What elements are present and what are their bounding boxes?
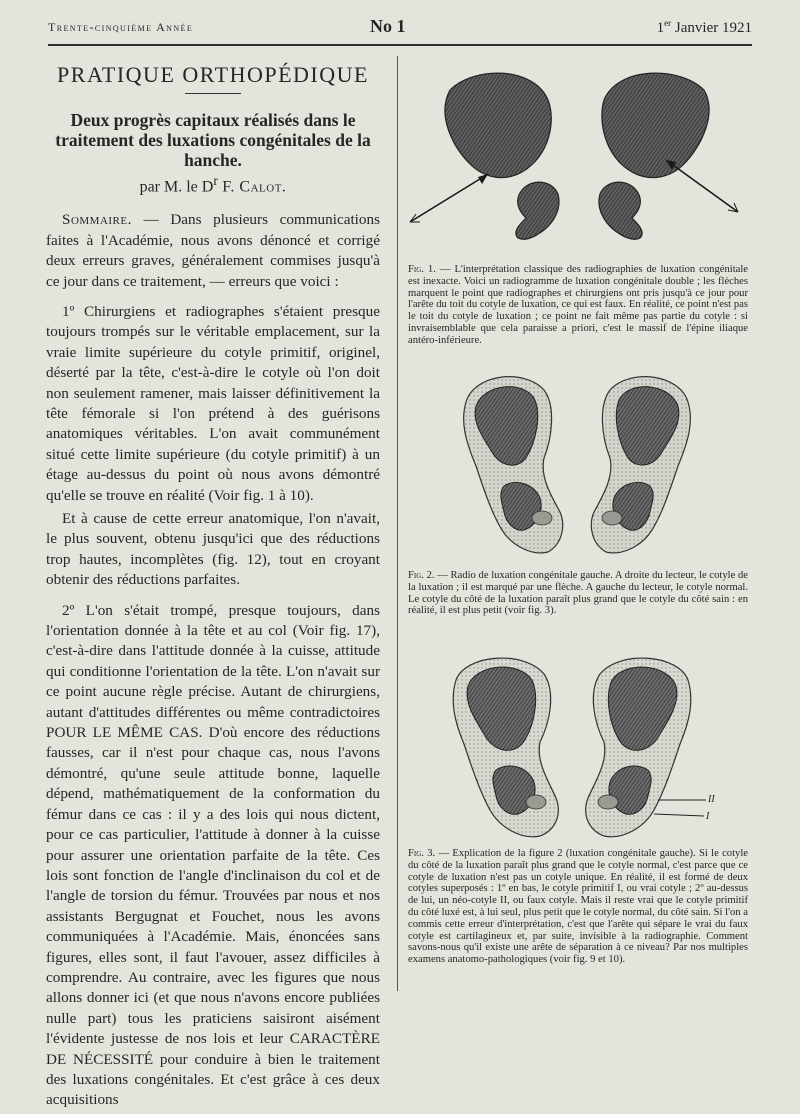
column-divider (397, 56, 398, 991)
label-II: II (708, 794, 715, 805)
header-rule (48, 44, 752, 46)
article-column (46, 56, 380, 1114)
page-header (48, 14, 752, 42)
right-arrow (666, 160, 738, 212)
figure-2-drawing (452, 366, 702, 556)
figure-1-drawing (404, 60, 744, 256)
left-femoral-head (516, 182, 559, 239)
issue-date: 1er Janvier 1921 (656, 18, 752, 36)
left-ilium-shadow (445, 73, 551, 177)
sommaire-paragraph: Sommaire. — Dans plusieurs communications faites à l'Académie, nous avons dénoncé et corrigé deux erreurs graves, généralement commises jusqu'à ce jour dans ce traitement, — erreurs que voici : (46, 211, 380, 290)
right-ilium-shadow (602, 73, 709, 177)
paragraph-1: 1º Chirurgiens et radiographes s'étaient presque toujours trompés sur le véritable emplacement, sur la vraie limite supérieure du cotyle primitif, originel, déserté par la tête, c'est-à-dire le cotyle où l'on doit non seulement ramener, mais laisser définitivement la tête fémorale si l'on prétend à des guérisons anatomiques véritables. L'on avait communément situé cette limite supérieure (du cotyle primitif) à un étage au-dessus du point où nous avons démontré qu'elle se trouve en réalité (Voir fig. 1 à 10). (46, 302, 380, 504)
section-title: PRATIQUE ORTHOPÉDIQUE (57, 62, 369, 87)
byline: par M. le $D^r$ F. Calot. (139, 173, 287, 196)
figure-2 (452, 366, 702, 556)
figure-1-caption: Fig. 1. — L'interprétation classique des radiographies de luxation congénitale est inexacte. Voici un radiogramme de luxation congénitale double ; les flèches marquent le point que radiographes et chirurgiens ont pris jusqu'à ce jour pour l'arête du toit du cotyle de luxation, ce qui est faux. En réalité, ce point n'est pas le toit du cotyle de luxation ; ce point ne fait même pas partie du cotyle : si invraisemblable que cela paraisse a priori, c'est le massif de l'épine iliaque antéro-inférieure. (408, 264, 748, 346)
title-rule (185, 93, 241, 94)
issue-number: No 1 (370, 16, 406, 36)
label-I: I (706, 811, 710, 822)
paragraph-3: 2º L'on s'était trompé, presque toujours, dans l'orientation donnée à la tête et au col (Voir fig. 17), c'est-à-dire dans l'attitude donnée à la cuisse, attitude qui conditionne l'orientation de la tête. L'on n'avait sur ce point aucune règle précise. Autant de chirurgiens, autant d'attitudes différentes ou même contradictoires POUR LE MÊME CAS. D'où encore des réductions fausses, car il n'est pour chaque cas, nous l'avons démontré, qu'une seule attitude bonne, laquelle dépend, mathématiquement de la conformation du fémur dans ce cas : il y a des lois qui nous dictent, pour ce cas particulier, l'attitude à donner à la cuisse pour assurer une orientation parfaite de la tête. Ces lois sont fonction de l'angle d'inclinaison du col et de l'angle de torsion du fémur. Trouvées par nous et nos assistants Bergugnat et Fouchet, nous les avons communiquées à l'Académie. Mais, énoncées sans figures, elles sont, il faut l'avouer, assez difficiles à comprendre. Au contraire, avec les figures que nous allons donner ici (et que nous n'avons encore publiées nulle part) tous les praticiens saisiront aisément l'évidente justesse de nos lois et leur CARACTÈRE DE NÉCESSITÉ pour conduire à bien le traitement des luxations congénitales. Et c'est grâce à ces deux acquisitions (46, 601, 380, 1109)
pointer-I (654, 814, 704, 816)
volume-label: Trente-cinquième Année (48, 20, 194, 34)
figure-2-caption: Fig. 2. — Radio de luxation congénitale gauche. A droite du lecteur, le cotyle de la luxation ; il est marqué par une flèche. A gauche du lecteur, le cotyle normal. Le cotyle du côté de la luxation paraît plus grand que le cotyle du côté sain : en réalité, il est plus petit (voir fig. 3). (408, 570, 749, 617)
figure-3 (444, 650, 734, 840)
article-title: Deux progrès capitaux réalisés dans le traitement des luxations congénitales de la hanche. (55, 110, 371, 170)
figure-3-caption: Fig. 3. — Explication de la figure 2 (luxation congénitale gauche). Si le cotyle du côté de la luxation paraît plus grand que le cotyle normal, c'est parce que ce cotyle de luxation n'est pas un cotyle unique. En réalité, il est formé de deux cotyles superposés : 1º en bas, le cotyle primitif I, ou vrai cotyle ; 2º au-dessus de lui, un néo-cotyle II, ou faux cotyle. Mais il reste vrai que le cotyle primitif du côté luxé est, à lui seul, plus petit que le cotyle normal, du côté sain. Si l'on a commis cette erreur d'interprétation, c'est que l'arête qui sépare le vrai du faux cotyle est cartilagineux et, par suite, invisible à la radiographie. Comment savons-nous qu'il existe une arête de séparation à ce niveau? Par nos multiples examens anatomo-pathologiques (voir fig. 9 et 10). (408, 848, 748, 966)
right-femoral-head (599, 182, 642, 239)
figure-1 (404, 60, 744, 256)
figure-3-drawing (444, 650, 734, 840)
left-arrow (410, 174, 488, 222)
paragraph-2: Et à cause de cette erreur anatomique, l'on n'avait, le plus souvent, obtenu jusqu'ici que des réductions trop hautes, incomplètes (fig. 12), tout en croyant obtenir des réductions parfaites. (46, 510, 380, 589)
sommaire-label: Sommaire. (62, 211, 132, 229)
